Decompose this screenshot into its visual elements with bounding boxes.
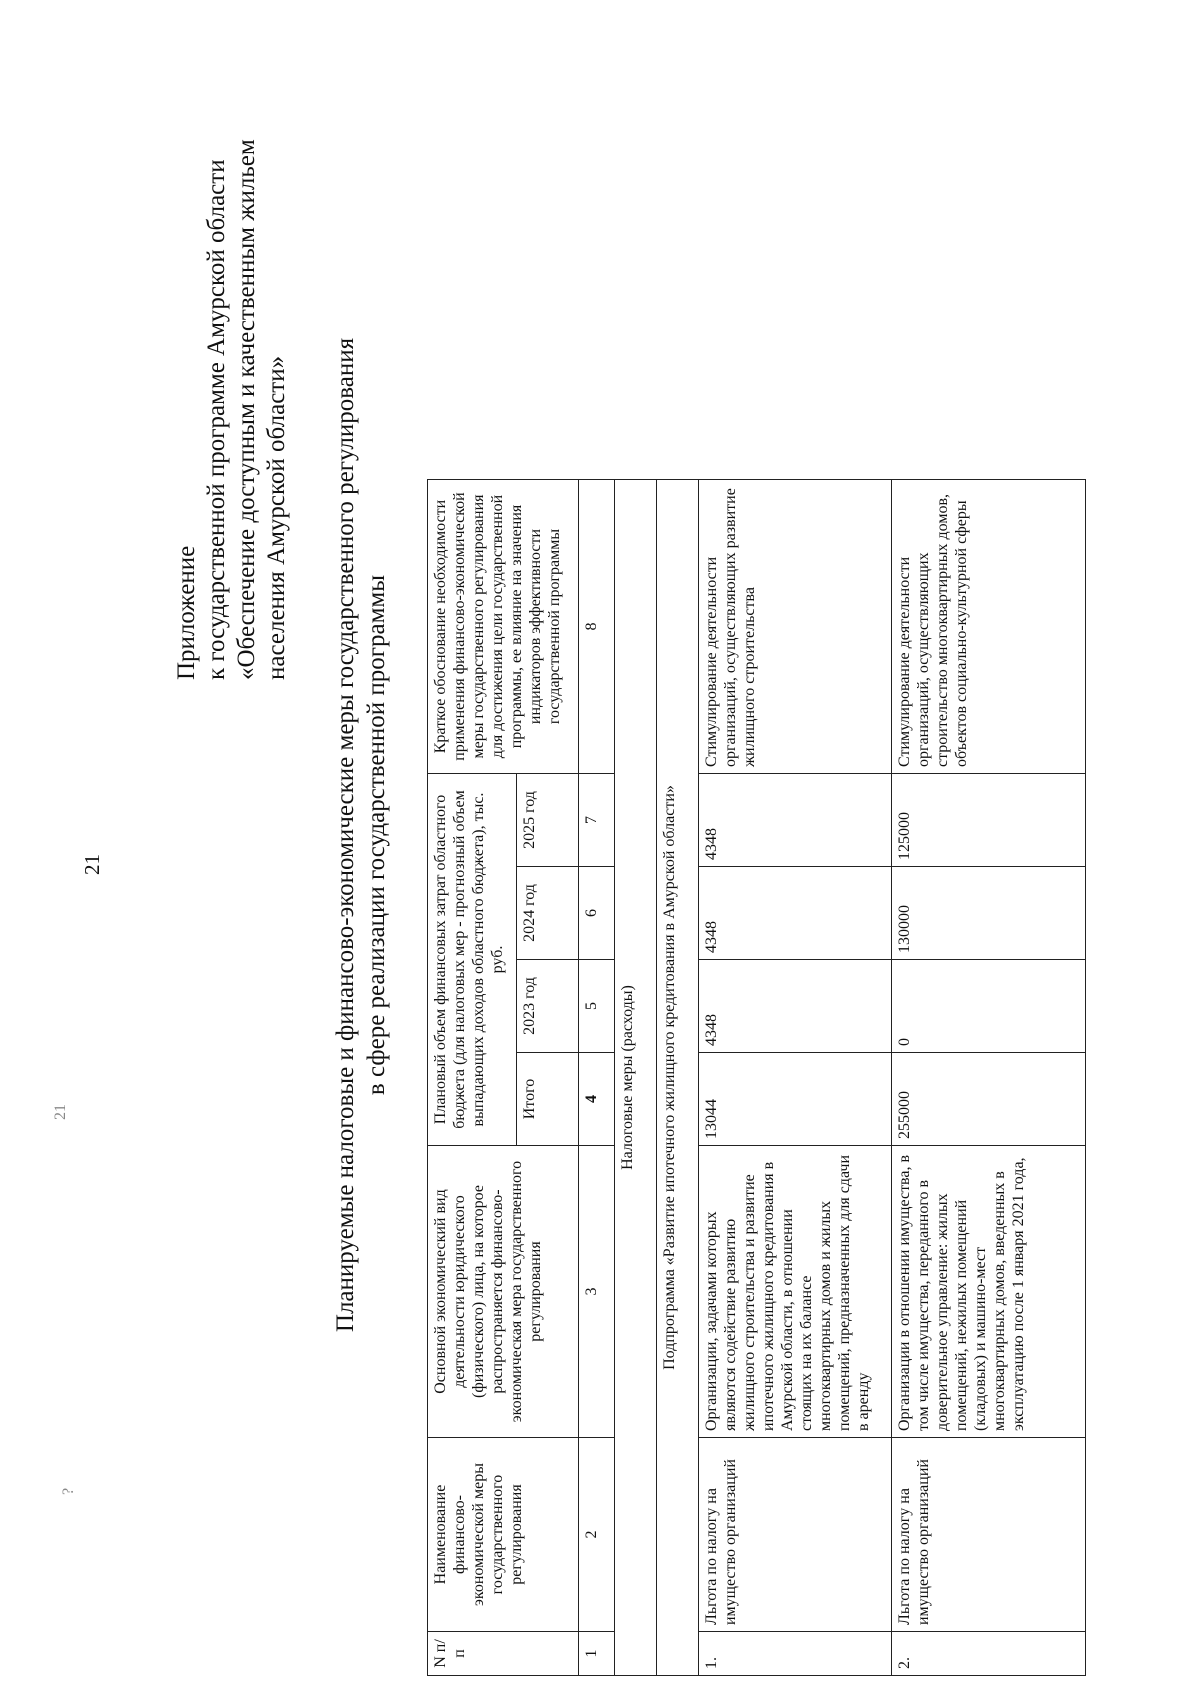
annex-line: «Обеспечение доступным и качественным жильем <box>233 139 260 680</box>
row-num: 2. <box>892 1632 1086 1676</box>
column-number: 8 <box>579 480 615 774</box>
column-number: 4 <box>579 1053 615 1146</box>
table-row <box>699 480 892 1676</box>
header-row <box>428 480 517 1676</box>
title-line: Планируемые налоговые и финансово-экономические меры государственного регулирования <box>332 337 359 1333</box>
header-name: Наименование финансово-экономической меры государственного регулирования <box>428 1438 579 1632</box>
document-title <box>330 255 392 1415</box>
section-title: Налоговые меры (расходы) <box>615 480 657 1676</box>
header-2024: 2024 год <box>517 867 579 960</box>
page-number: 21 <box>80 854 104 875</box>
subprogram-title: Подпрограмма «Развитие ипотечного жилищного кредитования в Амурской области» <box>657 480 699 1676</box>
header-rationale: Краткое обоснование необходимости применения финансово-экономической меры государственного регулирования для достижения цели государственной программы, ее влияние на значения индикаторов эффективности государственной программы <box>428 480 579 774</box>
row-rationale: Стимулирование деятельности организаций, осуществляющих развитие жилищного строительства <box>699 480 892 774</box>
header-2025: 2025 год <box>517 774 579 867</box>
row-total: 255000 <box>892 1053 1086 1146</box>
measures-table <box>427 479 1086 1676</box>
column-number: 2 <box>579 1438 615 1632</box>
row-activity: Организации в отношении имущества, в том числе имущества, переданного в доверительное управление: жилых помещений, нежилых помещений (кладовых) и машино-мест многоквартирных домов, введенных в эксплуатацию после 1 января 2021 года, <box>892 1146 1086 1438</box>
faint-corner-mark: ? <box>60 1487 77 1495</box>
row-rationale: Стимулирование деятельности организаций, осуществляющих строительство многоквартирных домов, объектов социально-культурной сферы <box>892 480 1086 774</box>
row-num: 1. <box>699 1632 892 1676</box>
row-total: 13044 <box>699 1053 892 1146</box>
header-num: N п/п <box>428 1632 579 1676</box>
column-number: 6 <box>579 867 615 960</box>
row-2024: 4348 <box>699 867 892 960</box>
annex-heading <box>172 139 292 680</box>
annex-line: населения Амурской области» <box>263 355 290 680</box>
row-activity: Организации, задачами которых являются содействие развитию жилищного строительства и развитие ипотечного жилищного кредитования в Амурской области, в отношении стоящих на их балансе многоквартирных домов и жилых помещений, предназначенных для сдачи в аренду <box>699 1146 892 1438</box>
row-2025: 4348 <box>699 774 892 867</box>
row-2024: 130000 <box>892 867 1086 960</box>
row-2025: 125000 <box>892 774 1086 867</box>
table-row <box>892 480 1086 1676</box>
header-volume: Плановый объем финансовых затрат областного бюджета (для налоговых мер - прогнозный объем выпадающих доходов областного бюджета), тыс. руб. <box>428 774 517 1146</box>
annex-line: Приложение <box>173 545 200 680</box>
header-2023: 2023 год <box>517 960 579 1053</box>
annex-line: к государственной программе Амурской области <box>203 159 230 680</box>
faint-page-mark: 21 <box>52 1104 69 1120</box>
column-number: 3 <box>579 1146 615 1438</box>
row-2023: 0 <box>892 960 1086 1053</box>
column-number: 7 <box>579 774 615 867</box>
row-name: Льгота по налогу на имущество организаций <box>699 1438 892 1632</box>
row-2023: 4348 <box>699 960 892 1053</box>
column-number: 5 <box>579 960 615 1053</box>
subprogram-row <box>657 480 699 1676</box>
title-line: в сфере реализации государственной программы <box>363 574 390 1096</box>
row-name: Льгота по налогу на имущество организаций <box>892 1438 1086 1632</box>
column-numbers-row <box>579 480 615 1676</box>
header-activity: Основной экономический вид деятельности юридического (физического) лица, на которое распространяется финансово-экономическая мера государственного регулирования <box>428 1146 579 1438</box>
column-number: 1 <box>579 1632 615 1676</box>
section-row <box>615 480 657 1676</box>
header-total: Итого <box>517 1053 579 1146</box>
